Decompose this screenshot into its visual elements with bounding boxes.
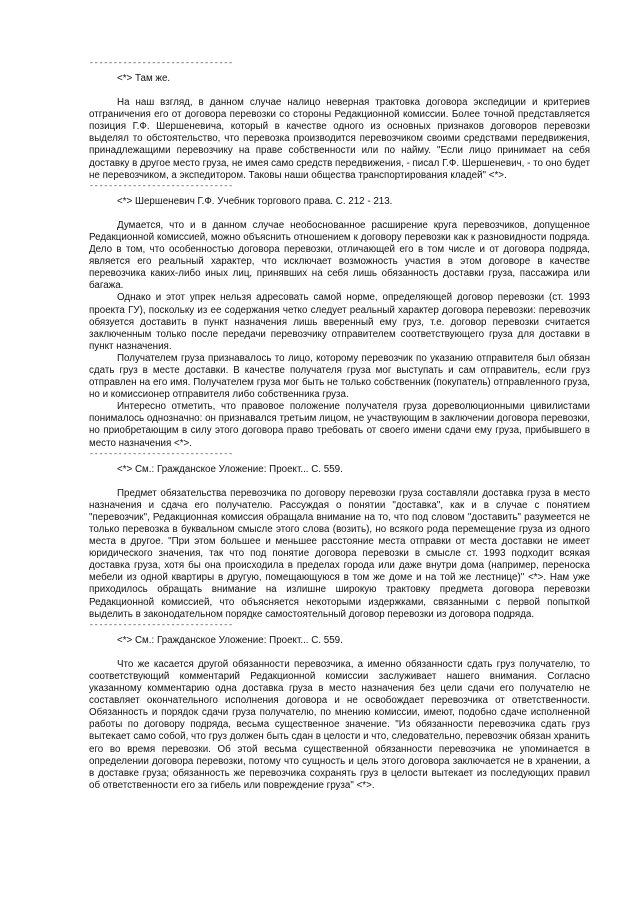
footnote-separator: ------------------------------ [89,59,234,68]
paragraph-4: Получателем груза признавалось то лицо, которому перевозчик по указанию отправителя был обязан сдать груз в месте доставки. В качестве получателя груза мог выступать и сам отправитель, если груз отправлен на его имя. Получателем груза мог быть не только собственник (покупатель) отправленного груза, но и комиссионер отправителя либо собственника груза. [89,352,590,401]
document-page [89,59,590,792]
footnote-1: <*> Там же. [117,73,171,84]
footnote-3: <*> См.: Гражданское Уложение: Проект... С. 559. [117,463,343,475]
footnote-2: <*> Шершеневич Г.Ф. Учебник торгового права. С. 212 - 213. [117,195,393,207]
paragraph-7: Что же касается другой обязанности перевозчика, а именно обязанности сдать груз получателю, то соответствующий комментарий Редакционной комиссии заслуживает нашего внимания. Согласно указанному комментарию одна доставка груза в место назначения без цели сдачи его получателю не составляет окончательного исполнения договора и не освобождает перевозчика от ответственности. Обязанность и порядок сдачи груза получателю, по мнению комиссии, имеют, подобно сдаче исполненной работы по договору подряда, весьма существенное значение. "Из обязанности перевозчика сдать груз вытекает само собой, что груз должен быть сдан в целости и что, следовательно, перевозчик обязан хранить его во время перевозки. Об этой весьма существенной обязанности перевозчика не упоминается в определении договора перевозки, потому что сущность и цель этого договора заключается не в хранении, а в доставке груза; обязанность же перевозчика сохранять груз в целости вытекает из последующих правил об ответственности его за гибель или повреждение груза" <*>. [89,658,590,791]
footnote-4: <*> См.: Гражданское Уложение: Проект... С. 559. [117,634,343,646]
footnote-separator: ------------------------------ [89,449,234,459]
paragraph-5: Интересно отметить, что правовое положение получателя груза дореволюционными цивилистами понималось однозначно: он признавался третьим лицом, не участвующим в заключении договора перевозки, но приобретающим в силу этого договора право требовать от своего имени сдачи ему груза, прибывшего в место назначения <*>. [89,401,590,449]
footnote-separator: ------------------------------ [89,181,234,191]
footnote-separator: ------------------------------ [89,620,234,630]
paragraph-6: Предмет обязательства перевозчика по договору перевозки груза составляли доставка груза в место назначения и сдача его получателю. Рассуждая о понятии "доставка", как и в случае с понятием "перевозчик", Редакционная комиссия обращала внимание на то, что под словом "доставить" разумеется не только перевозка в буквальном смысле этого слова (возить), но всякого рода перемещение груза из одного места в другое. "При этом большее и меньшее расстояние места отправки от места доставки не имеет юридического значения, так что под понятие договора перевозки в смысле ст. 1993 подходит всякая доставка груза, хотя бы она происходила в пределах города или даже внутри дома (например, переноска мебели из одной квартиры в другую, помещающуюся в том же доме и на той же лестнице)" <*>. Нам уже приходилось обращать внимание на излишне широкую трактовку предмета договора перевозки Редакционной комиссией, что объясняется некоторыми издержками, связанными с первой попыткой выделить в законодательном порядке самостоятельный договор перевозки из договора подряда. [89,487,590,620]
paragraph-1: На наш взгляд, в данном случае налицо неверная трактовка договора экспедиции и критериев отграничения его от договора перевозки со стороны Редакционной комиссии. Более точной представляется позиция Г.Ф. Шершеневича, который в качестве одного из основных признаков договоров перевозки выделял то обстоятельство, что перевозка производится перевозчиком своими средствами передвижения, принадлежащими перевозчику на праве собственности или по найму. "Если лицо принимает на себя доставку в другое место груза, не имея само средств передвижения, - писал Г.Ф. Шершеневич, - то оно будет не перевозчиком, а экспедитором. Таковы наши общества транспортирования кладей" <*>. [89,97,590,181]
paragraph-2: Думается, что и в данном случае необоснованное расширение круга перевозчиков, допущенное Редакционной комиссией, можно объяснить отношением к договору перевозки как к разновидности подряда. Дело в том, что особенностью договора перевозки, отличающей его в том числе и от договора подряда, является его реальный характер, что исключает возможность участия в этом договоре в качестве перевозчика каких-либо иных лиц, принявших на себя лишь обязанность доставки груза, пассажира или багажа. [89,219,590,292]
paragraph-3: Однако и этот упрек нельзя адресовать самой норме, определяющей договор перевозки (ст. 1993 проекта ГУ), поскольку из ее содержания четко следует реальный характер договора перевозки: перевозчик обязуется доставить в пункт назначения лишь вверенный ему груз, т.е. договор перевозки считается заключенным только после передачи перевозчику отправителем соответствующего груза для доставки в пункт назначения. [89,292,590,352]
